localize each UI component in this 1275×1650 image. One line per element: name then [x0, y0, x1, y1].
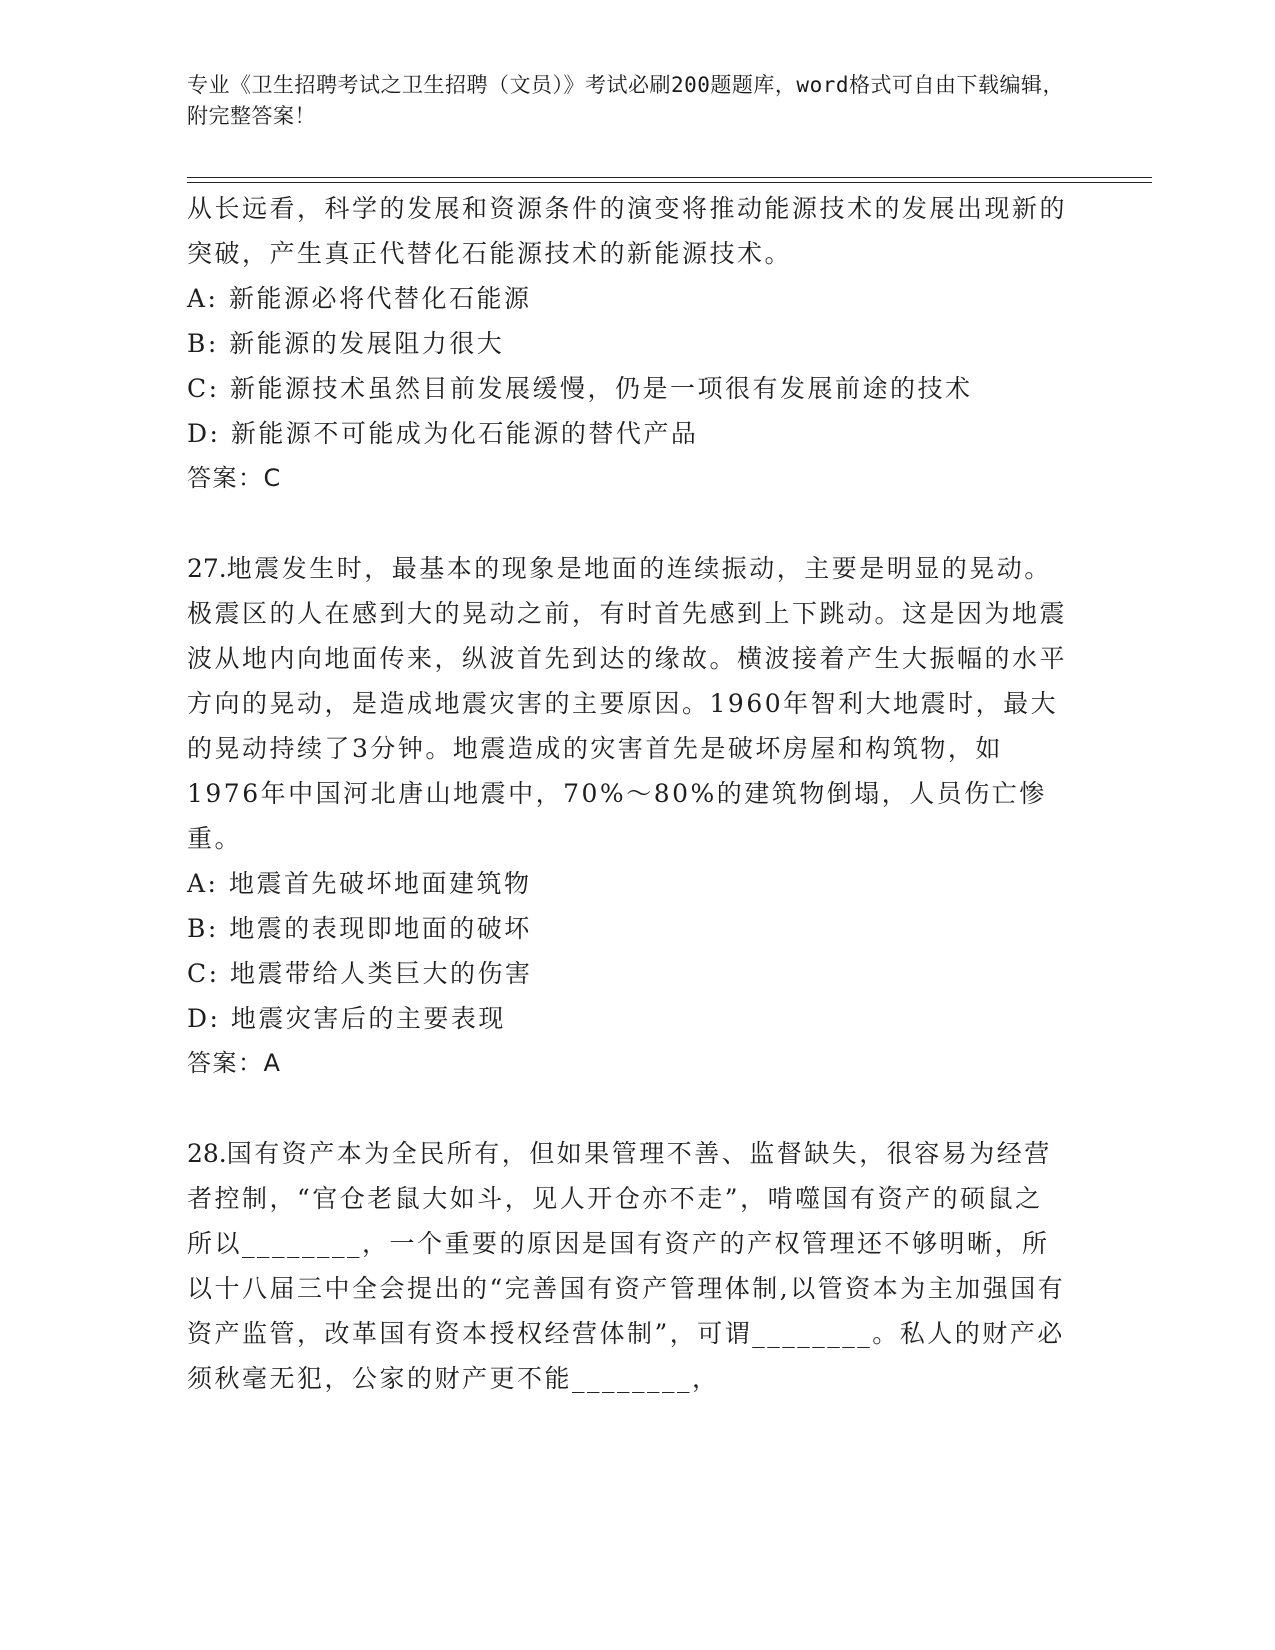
option-a: [187, 276, 1067, 321]
option-letter: B:: [187, 329, 219, 358]
question-block: [187, 186, 1067, 501]
spacer: [187, 1086, 1067, 1131]
option-text: 新能源必将代替化石能源: [228, 284, 532, 313]
question-number: 27.: [187, 554, 227, 583]
header-divider-top: [187, 177, 1152, 178]
question-text: 地震发生时，最基本的现象是地面的连续振动，主要是明显的晃动。极震区的人在感到大的晃动之前，有时首先感到上下跳动。这是因为地震波从地内向地面传来，纵波首先到达的缘故。横波接着产生大振幅的水平方向的晃动，是造成地震灾害的主要原因。1960年智利大地震时，最大的晃动持续了3分钟。地震造成的灾害首先是破坏房屋和构筑物，如1976年中国河北唐山地震中，70%～80%的建筑物倒塌，人员伤亡惨重。: [187, 554, 1068, 853]
page-header-title: 专业《卫生招聘考试之卫生招聘（文员）》考试必刷200题题库，word格式可自由下载编辑，附完整答案！: [187, 73, 1064, 128]
question-block: [187, 1131, 1067, 1401]
option-d: [187, 411, 1067, 456]
question-stem: 从长远看，科学的发展和资源条件的演变将推动能源技术的发展出现新的突破，产生真正代替化石能源技术的新能源技术。: [187, 194, 1068, 268]
question-stem: [187, 546, 1067, 861]
spacer: [187, 501, 1067, 546]
document-body: [187, 186, 1067, 1401]
question-block: [187, 546, 1067, 1086]
question-number: 28.: [187, 1139, 227, 1168]
question-text: 国有资产本为全民所有，但如果管理不善、监督缺失，很容易为经营者控制，“官仓老鼠大如斗，见人开仓亦不走”，啃噬国有资产的硕鼠之所以________，一个重要的原因是国有资产的产权管理还不够明晰，所以十八届三中全会提出的“完善国有资产管理体制,以管资本为主加强国有资产监管，改革国有资本授权经营体制”，可谓________。私人的财产必须秋毫无犯，公家的财产更不能________，: [187, 1139, 1066, 1393]
option-c: [187, 366, 1067, 411]
option-text: 地震灾害后的主要表现: [230, 1004, 506, 1033]
option-text: 新能源的发展阻力很大: [229, 329, 505, 358]
option-letter: B:: [187, 914, 219, 943]
option-b: [187, 321, 1067, 366]
option-text: 地震首先破坏地面建筑物: [228, 869, 532, 898]
header-divider-bottom: [187, 182, 1152, 183]
option-letter: A:: [187, 284, 219, 313]
answer-line: 答案：A: [187, 1049, 282, 1077]
option-letter: A:: [187, 869, 219, 898]
option-text: 地震的表现即地面的破坏: [229, 914, 532, 943]
option-letter: D:: [187, 1004, 221, 1033]
option-b: [187, 906, 1067, 951]
option-a: [187, 861, 1067, 906]
option-text: 新能源技术虽然目前发展缓慢，仍是一项很有发展前途的技术: [230, 374, 973, 403]
option-text: 地震带给人类巨大的伤害: [230, 959, 533, 988]
option-letter: C:: [187, 959, 220, 988]
answer-line: 答案：C: [187, 464, 282, 492]
option-c: [187, 951, 1067, 996]
option-letter: C:: [187, 374, 220, 403]
option-letter: D:: [187, 419, 221, 448]
question-stem: [187, 1131, 1067, 1401]
option-text: 新能源不可能成为化石能源的替代产品: [230, 419, 699, 448]
option-d: [187, 996, 1067, 1041]
